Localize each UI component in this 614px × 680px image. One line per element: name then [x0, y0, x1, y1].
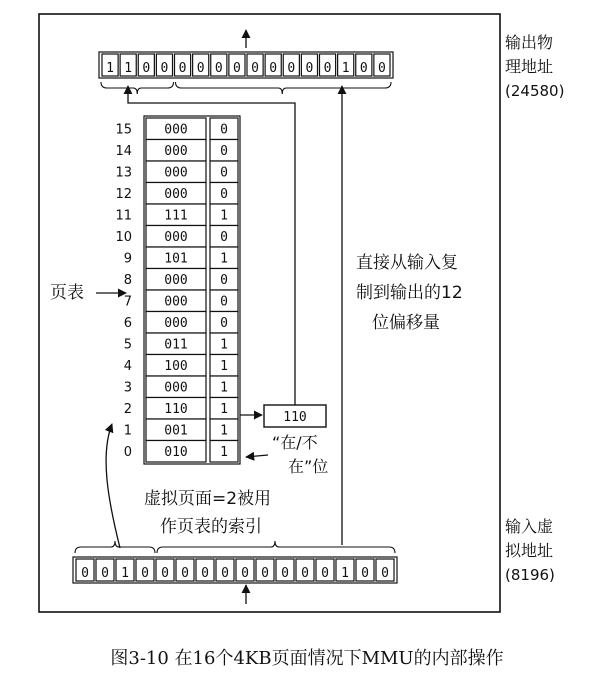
input-address-label-1: 输入虚	[505, 517, 554, 536]
page-table-frame-value: 000	[164, 380, 188, 396]
output-address-label-3: (24580)	[505, 82, 565, 100]
input-bit-value: 1	[341, 566, 349, 581]
input-bit-value: 0	[81, 566, 89, 581]
page-table-present-value: 0	[220, 122, 228, 138]
page-table-index: 8	[123, 273, 132, 288]
present-bit-label-2: 在”位	[288, 457, 329, 476]
output-address-label-2: 理地址	[505, 57, 554, 76]
page-table-present-value: 0	[220, 187, 228, 202]
output-bit-value: 0	[178, 61, 187, 76]
input-address-register	[73, 541, 397, 583]
page-table-present-value: 0	[220, 230, 228, 245]
page-table-index: 4	[123, 359, 132, 374]
output-bit-value: 0	[305, 61, 314, 76]
page-table-frame-value: 010	[164, 445, 188, 460]
input-bit-value: 0	[101, 566, 109, 581]
page-table-index: 15	[115, 122, 132, 138]
input-address-label-3: (8196)	[505, 566, 555, 584]
page-table-index: 2	[123, 402, 132, 417]
frame-number-value: 110	[283, 410, 307, 425]
page-table-present-value: 0	[220, 316, 228, 331]
page-table-index: 13	[115, 165, 132, 181]
page-table-index: 12	[115, 187, 132, 202]
output-bit-value: 0	[287, 61, 296, 76]
input-bit-value: 0	[381, 566, 389, 581]
output-bit-value: 0	[214, 61, 223, 76]
present-bit-label-1: “在/不	[272, 433, 318, 452]
page-table-present-value: 0	[220, 273, 228, 288]
page-table-frame-value: 000	[164, 294, 188, 310]
input-address-label-2: 拟地址	[505, 541, 554, 560]
page-table-present-value: 1	[220, 380, 228, 396]
page-table-frame-value: 110	[164, 402, 188, 417]
output-bit-value: 1	[124, 61, 133, 76]
output-bit-value: 0	[233, 61, 241, 76]
page-table-frame-value: 000	[164, 144, 188, 159]
page-table-index: 9	[123, 251, 132, 267]
page-table-frame-value: 000	[164, 165, 188, 181]
output-bit-value: 0	[160, 61, 169, 76]
input-bit-value: 1	[121, 566, 129, 581]
output-bit-value: 0	[251, 61, 259, 76]
output-bit-value: 0	[269, 61, 278, 76]
page-table-present-value: 0	[220, 294, 228, 310]
present-bit-arrow	[246, 455, 268, 457]
page-table-index: 14	[115, 144, 132, 159]
output-bit-value: 0	[323, 61, 332, 76]
page-table-index: 11	[115, 208, 132, 224]
page-table-frame-value: 101	[164, 251, 188, 267]
index-curve-arrow	[106, 424, 120, 548]
input-bit-value: 0	[161, 566, 169, 581]
output-bit-value: 0	[359, 61, 368, 76]
page-table-index: 0	[123, 445, 132, 460]
page-table-frame-value: 000	[164, 273, 188, 288]
input-page-brace	[75, 541, 155, 553]
page-table-frame-value: 100	[164, 359, 188, 374]
page-table-frame-value: 000	[164, 316, 188, 331]
input-bit-value: 0	[241, 566, 249, 581]
page-table-index: 6	[123, 316, 132, 331]
page-table-label: 页表	[50, 283, 84, 303]
input-bit-value: 0	[261, 566, 269, 581]
output-bit-value: 0	[196, 61, 205, 76]
page-table-index: 5	[123, 337, 132, 353]
output-address-register	[99, 52, 393, 94]
page-table-frame-value: 001	[164, 423, 188, 439]
input-bit-value: 0	[201, 566, 209, 581]
input-bit-value: 0	[221, 566, 229, 581]
page-table-index: 7	[123, 294, 132, 310]
input-bit-value: 0	[321, 566, 329, 581]
page-table-present-value: 1	[220, 337, 228, 353]
page-table-present-value: 1	[220, 208, 228, 224]
page-table-frame-value: 000	[164, 122, 188, 138]
page-table-frame-value: 000	[164, 187, 188, 202]
page-table-present-value: 0	[220, 165, 228, 181]
output-address-label-1: 输出物	[505, 33, 554, 52]
figure-caption: 图3-10 在16个4KB页面情况下MMU的内部操作	[110, 648, 504, 669]
input-bit-value: 0	[141, 566, 149, 581]
index-note-2: 作页表的索引	[160, 517, 262, 537]
page-table-frame-value: 011	[164, 337, 188, 353]
output-bit-value: 1	[106, 61, 114, 76]
output-offset-brace	[176, 82, 392, 94]
page-table-present-value: 1	[220, 423, 228, 439]
page-table-present-value: 0	[220, 144, 228, 159]
input-offset-brace	[157, 541, 395, 553]
input-bit-value: 0	[361, 566, 369, 581]
offset-note-2: 制到输出的12	[356, 283, 463, 303]
page-table-present-value: 1	[220, 251, 228, 267]
output-bit-value: 0	[142, 61, 151, 76]
input-bit-value: 0	[181, 566, 189, 581]
output-bit-value: 0	[378, 61, 386, 76]
page-table-index: 1	[123, 423, 132, 439]
page-table-frame-value: 000	[164, 230, 188, 245]
page-table-index: 3	[123, 380, 132, 396]
output-bit-value: 1	[341, 61, 350, 76]
page-table-present-value: 1	[220, 445, 228, 460]
input-bit-value: 0	[301, 566, 309, 581]
offset-note-1: 直接从输入复	[356, 253, 458, 273]
page-table-present-value: 1	[220, 359, 228, 374]
offset-note-3: 位偏移量	[372, 313, 440, 333]
page-table-present-value: 1	[220, 402, 228, 417]
index-note-1: 虚拟页面=2被用	[144, 489, 272, 509]
input-bit-value: 0	[281, 566, 289, 581]
page-table	[115, 116, 240, 464]
page-table-frame-value: 111	[164, 208, 188, 224]
output-page-brace	[101, 82, 174, 94]
page-table-index: 10	[115, 230, 132, 245]
